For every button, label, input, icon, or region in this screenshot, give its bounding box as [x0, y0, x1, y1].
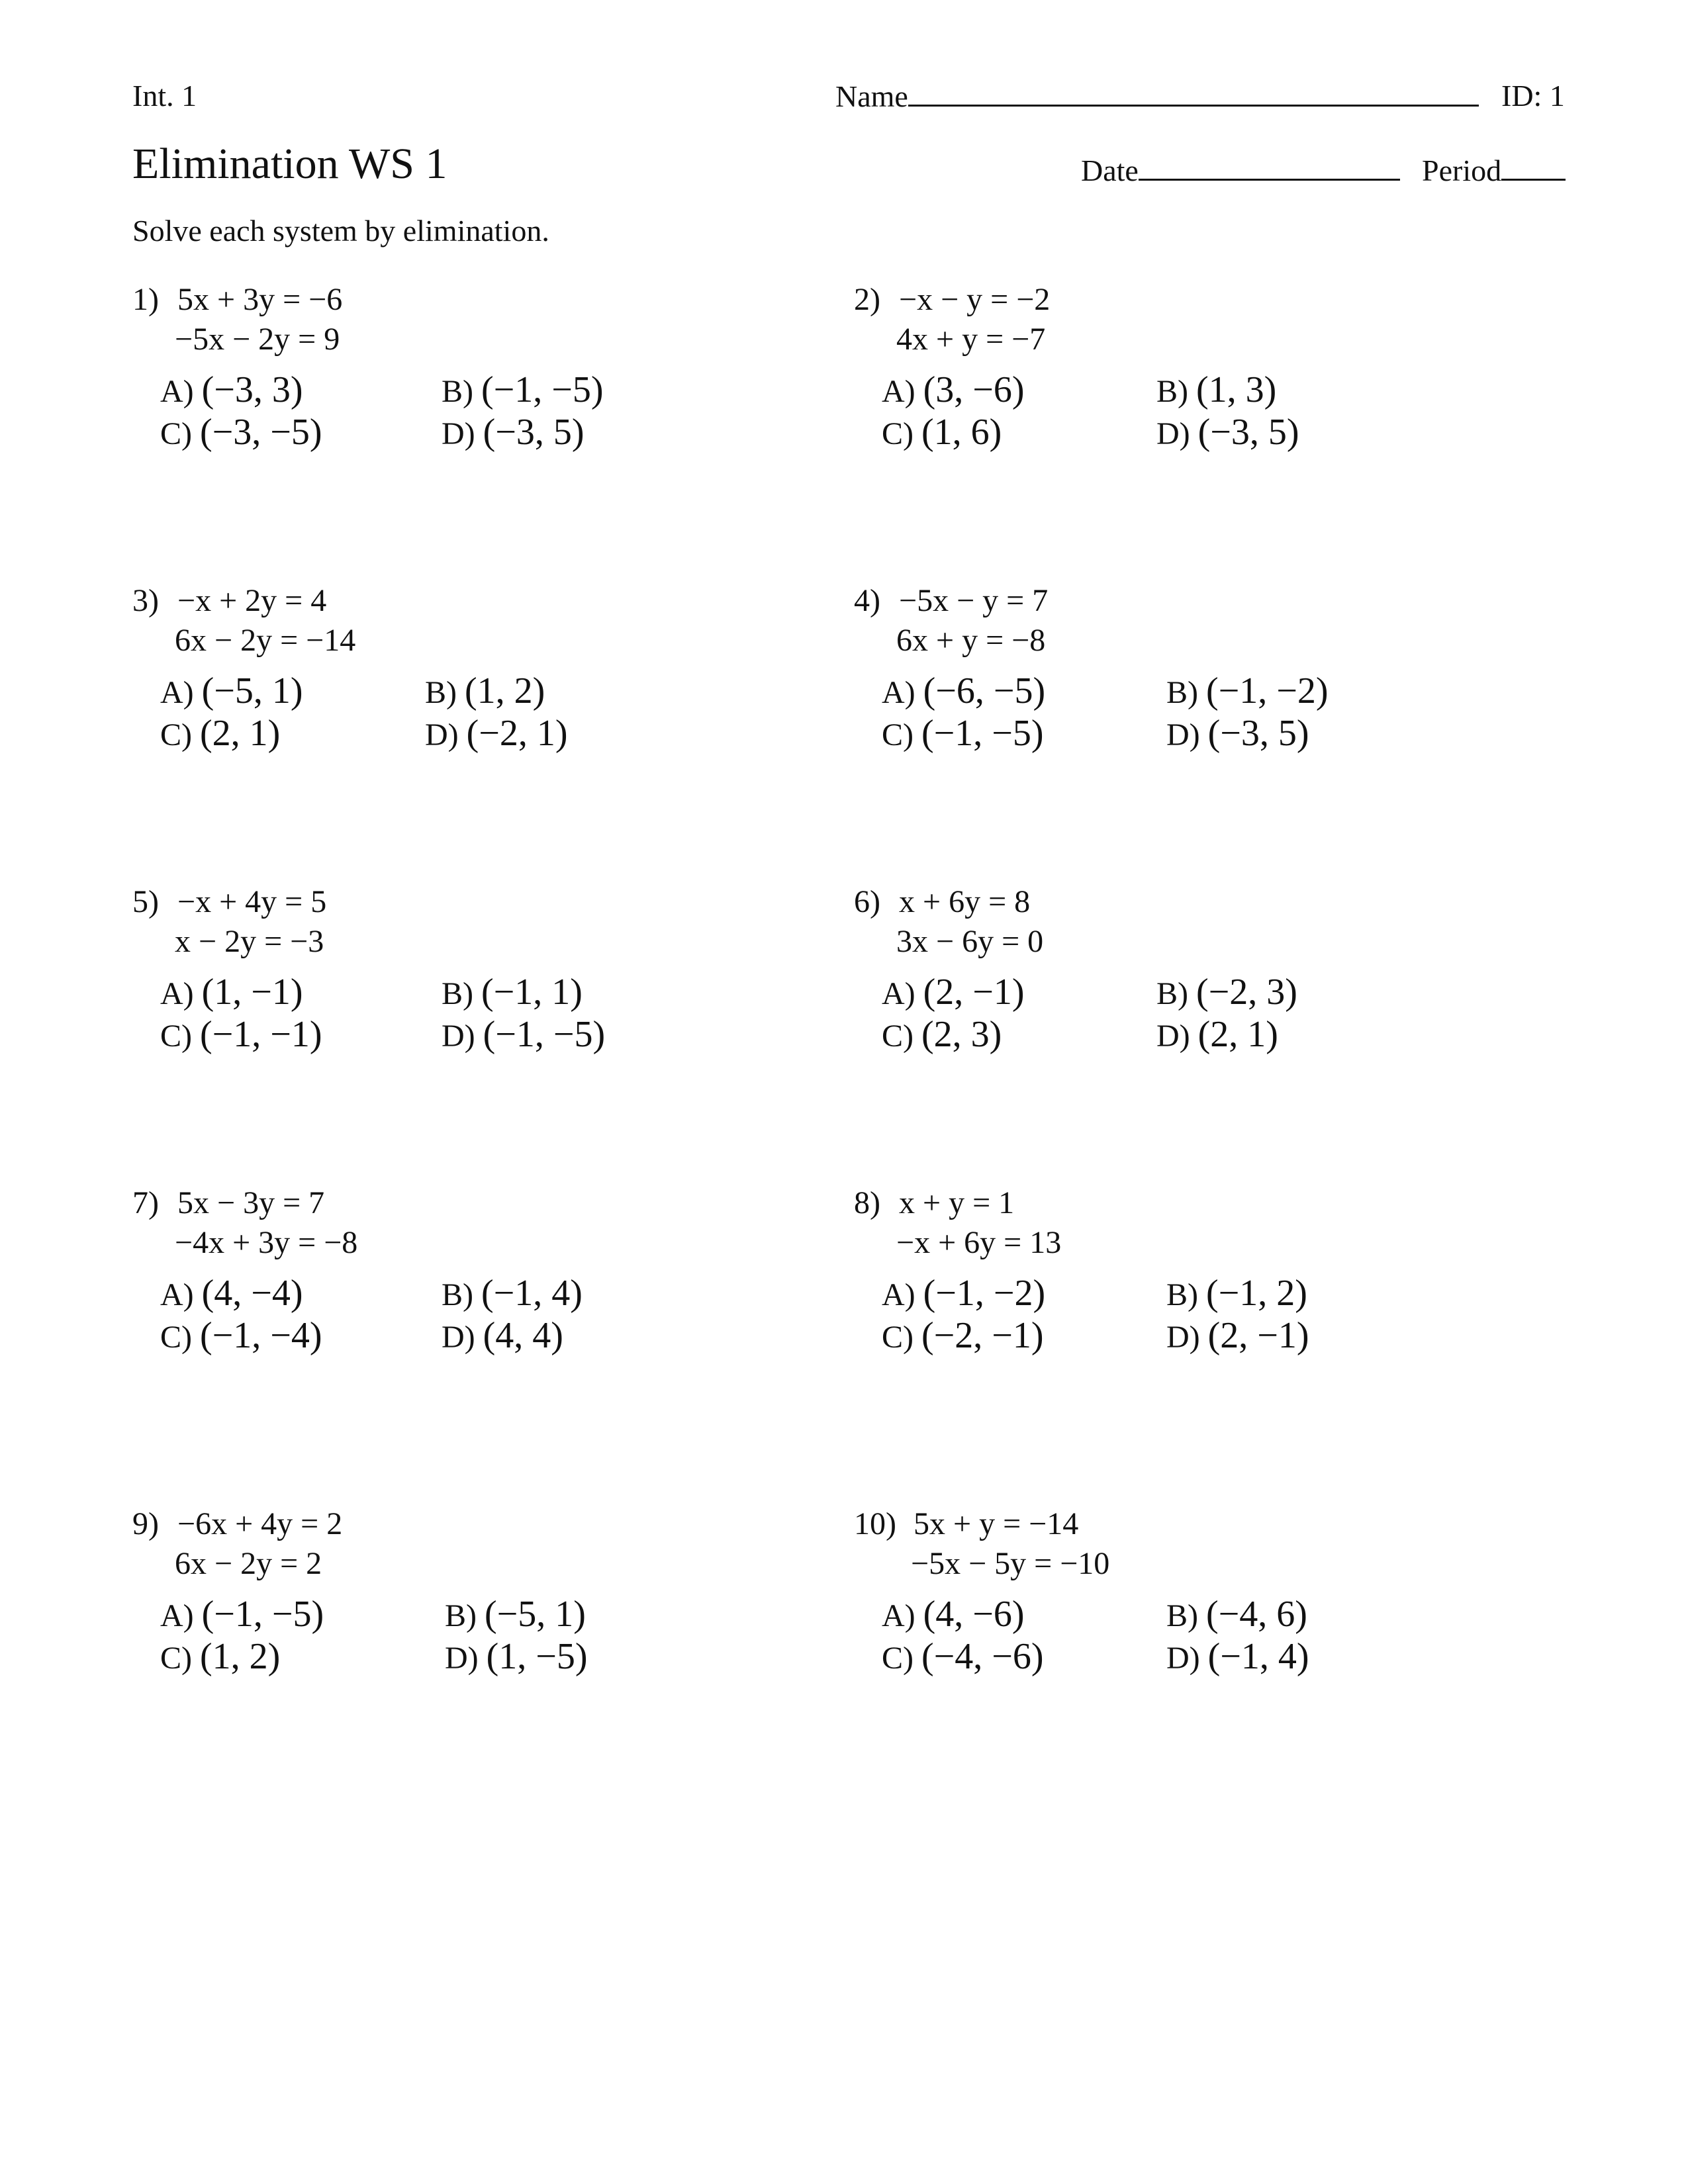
- equation-1: x + 6y = 8: [899, 884, 1031, 919]
- name-label: Name: [835, 79, 908, 113]
- equation-1: x + y = 1: [899, 1185, 1015, 1220]
- choice-answer: (−1, −4): [200, 1315, 322, 1356]
- choice-answer: (2, −1): [1207, 1315, 1309, 1356]
- choice-answer: (−4, −6): [921, 1636, 1044, 1677]
- choice-answer: (1, −5): [486, 1636, 588, 1677]
- choice-answer: (1, 6): [921, 412, 1002, 453]
- problem-10: [854, 1506, 1516, 1731]
- choice-b[interactable]: [1166, 1272, 1307, 1314]
- choice-answer: (−1, −2): [923, 1273, 1046, 1314]
- name-blank[interactable]: [908, 78, 1479, 107]
- choice-answer: (−3, 3): [201, 369, 303, 410]
- choice-letter: C): [160, 717, 200, 752]
- choice-answer: (3, −6): [923, 369, 1025, 410]
- instructions: Solve each system by elimination.: [132, 214, 549, 248]
- problem-6: [854, 884, 1516, 1109]
- choice-d[interactable]: [1156, 1013, 1278, 1056]
- choice-letter: C): [882, 717, 921, 752]
- choice-b[interactable]: [1166, 670, 1328, 712]
- choice-letter: C): [882, 1320, 921, 1355]
- choice-letter: B): [425, 675, 465, 710]
- choice-answer: (−1, 1): [481, 972, 583, 1013]
- problem-4: [854, 582, 1516, 807]
- equation-2: −4x + 3y = −8: [175, 1225, 358, 1260]
- equation-1: −5x − y = 7: [899, 583, 1049, 618]
- choice-letter: B): [1166, 1598, 1206, 1633]
- choice-letter: A): [882, 1277, 923, 1312]
- choice-letter: C): [160, 1320, 200, 1355]
- choice-letter: C): [882, 1019, 921, 1054]
- choice-letter: B): [442, 1277, 481, 1312]
- choice-a[interactable]: [160, 369, 303, 411]
- choice-letter: D): [1156, 416, 1198, 451]
- problem-2: [854, 281, 1516, 506]
- choice-answer: (−1, 2): [1206, 1273, 1307, 1314]
- choice-answer: (−1, −2): [1206, 670, 1329, 711]
- choice-letter: D): [1166, 1641, 1208, 1676]
- choice-answer: (−3, 5): [483, 412, 585, 453]
- choice-answer: (2, −1): [923, 972, 1025, 1013]
- problem-number: 8): [854, 1185, 880, 1220]
- choice-answer: (−1, −5): [483, 1014, 606, 1055]
- period-blank[interactable]: [1501, 152, 1566, 181]
- choice-c[interactable]: [882, 1635, 1043, 1678]
- choice-letter: C): [882, 416, 921, 451]
- choice-b[interactable]: [1156, 369, 1276, 411]
- choice-a[interactable]: [160, 971, 303, 1013]
- choice-letter: C): [882, 1641, 921, 1676]
- choice-d[interactable]: [442, 411, 585, 453]
- equation-2: 6x + y = −8: [896, 623, 1046, 658]
- problem-number: 6): [854, 884, 880, 919]
- choice-letter: C): [160, 1641, 200, 1676]
- choice-answer: (−3, 5): [1197, 412, 1299, 453]
- choice-c[interactable]: [160, 712, 280, 754]
- choice-c[interactable]: [160, 1013, 322, 1056]
- choice-b[interactable]: [445, 1593, 586, 1635]
- problem-3: [132, 582, 794, 807]
- choice-answer: (4, −6): [923, 1594, 1025, 1635]
- choice-c[interactable]: [160, 1314, 322, 1357]
- choice-answer: (−4, 6): [1206, 1594, 1307, 1635]
- choice-answer: (2, 1): [1197, 1014, 1278, 1055]
- equation-2: −x + 6y = 13: [896, 1225, 1062, 1260]
- problem-5: [132, 884, 794, 1109]
- problem-number: 2): [854, 282, 880, 317]
- choice-a[interactable]: [882, 670, 1045, 712]
- choice-answer: (−1, −5): [921, 713, 1044, 754]
- choice-answer: (−5, 1): [201, 670, 303, 711]
- period-label: Period: [1422, 154, 1502, 187]
- choice-answer: (−1, 4): [481, 1273, 583, 1314]
- problem-number: 9): [132, 1506, 159, 1541]
- choice-c[interactable]: [882, 411, 1002, 453]
- page-title: Elimination WS 1: [132, 140, 447, 188]
- choice-a[interactable]: [160, 1593, 324, 1635]
- choice-a[interactable]: [882, 1272, 1045, 1314]
- choice-c[interactable]: [882, 712, 1043, 754]
- choice-d[interactable]: [445, 1635, 588, 1678]
- equation-2: 6x − 2y = −14: [175, 623, 356, 658]
- problem-number: 10): [854, 1506, 896, 1541]
- equation-1: −6x + 4y = 2: [177, 1506, 343, 1541]
- choice-letter: A): [160, 374, 202, 409]
- choice-d[interactable]: [1166, 1635, 1309, 1678]
- choice-b[interactable]: [442, 369, 603, 411]
- choice-a[interactable]: [160, 670, 303, 712]
- choice-letter: B): [442, 976, 481, 1011]
- choice-answer: (1, 2): [465, 670, 545, 711]
- problem-1: [132, 281, 794, 506]
- choice-answer: (−2, 3): [1196, 972, 1297, 1013]
- choice-answer: (2, 1): [200, 713, 281, 754]
- equation-2: −5x − 5y = −10: [911, 1546, 1110, 1581]
- problem-8: [854, 1185, 1516, 1410]
- date-blank[interactable]: [1139, 152, 1400, 181]
- choice-d[interactable]: [442, 1314, 563, 1357]
- choice-letter: C): [160, 1019, 200, 1054]
- equation-1: 5x − 3y = 7: [177, 1185, 325, 1220]
- choice-c[interactable]: [160, 411, 322, 453]
- choice-letter: D): [442, 1019, 483, 1054]
- choice-c[interactable]: [882, 1314, 1043, 1357]
- choice-b[interactable]: [1156, 971, 1297, 1013]
- choice-a[interactable]: [882, 971, 1025, 1013]
- choice-letter: B): [1166, 675, 1206, 710]
- choice-answer: (−2, 1): [466, 713, 568, 754]
- choice-answer: (−3, 5): [1207, 713, 1309, 754]
- choice-b[interactable]: [442, 971, 583, 1013]
- choice-answer: (4, −4): [201, 1273, 303, 1314]
- choice-b[interactable]: [1166, 1593, 1307, 1635]
- choice-letter: B): [1156, 374, 1196, 409]
- equation-1: −x − y = −2: [899, 282, 1051, 317]
- choice-answer: (1, −1): [201, 972, 303, 1013]
- choice-letter: D): [425, 717, 467, 752]
- equation-2: −5x − 2y = 9: [175, 322, 340, 357]
- choice-letter: B): [445, 1598, 485, 1633]
- equation-1: −x + 4y = 5: [177, 884, 327, 919]
- choice-letter: A): [160, 1598, 202, 1633]
- choice-letter: A): [160, 1277, 202, 1312]
- problem-7: [132, 1185, 794, 1410]
- problem-number: 7): [132, 1185, 159, 1220]
- equation-2: 3x − 6y = 0: [896, 924, 1044, 959]
- choice-answer: (−6, −5): [923, 670, 1046, 711]
- choice-letter: D): [1156, 1019, 1198, 1054]
- equation-2: x − 2y = −3: [175, 924, 324, 959]
- choice-d[interactable]: [1166, 1314, 1309, 1357]
- choice-d[interactable]: [425, 712, 568, 754]
- choice-a[interactable]: [882, 369, 1025, 411]
- choice-letter: B): [1156, 976, 1196, 1011]
- equation-1: 5x + 3y = −6: [177, 282, 343, 317]
- course-label: Int. 1: [132, 79, 197, 113]
- choice-answer: (4, 4): [483, 1315, 563, 1356]
- choice-answer: (−2, −1): [921, 1315, 1044, 1356]
- choice-letter: D): [1166, 1320, 1208, 1355]
- choice-letter: B): [442, 374, 481, 409]
- choice-answer: (−3, −5): [200, 412, 322, 453]
- choice-b[interactable]: [425, 670, 545, 712]
- choice-letter: D): [442, 1320, 483, 1355]
- choice-letter: D): [445, 1641, 487, 1676]
- date-field[interactable]: [1081, 152, 1400, 188]
- choice-answer: (−1, −5): [201, 1594, 324, 1635]
- equation-1: 5x + y = −14: [914, 1506, 1079, 1541]
- problem-number: 3): [132, 583, 159, 618]
- problem-number: 4): [854, 583, 880, 618]
- choice-answer: (−1, −1): [200, 1014, 322, 1055]
- choice-letter: D): [442, 416, 483, 451]
- choice-answer: (2, 3): [921, 1014, 1002, 1055]
- choice-answer: (−5, 1): [485, 1594, 586, 1635]
- date-label: Date: [1081, 154, 1139, 187]
- name-field[interactable]: [835, 78, 1479, 114]
- choice-answer: (−1, −5): [481, 369, 604, 410]
- choice-answer: (−1, 4): [1207, 1636, 1309, 1677]
- choice-answer: (1, 2): [200, 1636, 281, 1677]
- choice-letter: A): [160, 675, 202, 710]
- choice-c[interactable]: [160, 1635, 280, 1678]
- choice-letter: C): [160, 416, 200, 451]
- choice-letter: A): [882, 374, 923, 409]
- choice-letter: A): [160, 976, 202, 1011]
- choice-letter: D): [1166, 717, 1208, 752]
- choice-letter: A): [882, 1598, 923, 1633]
- choice-d[interactable]: [442, 1013, 605, 1056]
- choice-letter: A): [882, 976, 923, 1011]
- choice-a[interactable]: [882, 1593, 1025, 1635]
- equation-2: 6x − 2y = 2: [175, 1546, 322, 1581]
- choice-letter: A): [882, 675, 923, 710]
- problem-number: 1): [132, 282, 159, 317]
- problem-9: [132, 1506, 794, 1731]
- choice-d[interactable]: [1156, 411, 1299, 453]
- choice-letter: B): [1166, 1277, 1206, 1312]
- period-field[interactable]: [1422, 152, 1566, 188]
- equation-2: 4x + y = −7: [896, 322, 1046, 357]
- id-label: ID: 1: [1501, 79, 1565, 113]
- choice-b[interactable]: [442, 1272, 583, 1314]
- equation-1: −x + 2y = 4: [177, 583, 327, 618]
- problem-number: 5): [132, 884, 159, 919]
- choice-d[interactable]: [1166, 712, 1309, 754]
- choice-answer: (1, 3): [1196, 369, 1277, 410]
- choice-a[interactable]: [160, 1272, 303, 1314]
- choice-c[interactable]: [882, 1013, 1002, 1056]
